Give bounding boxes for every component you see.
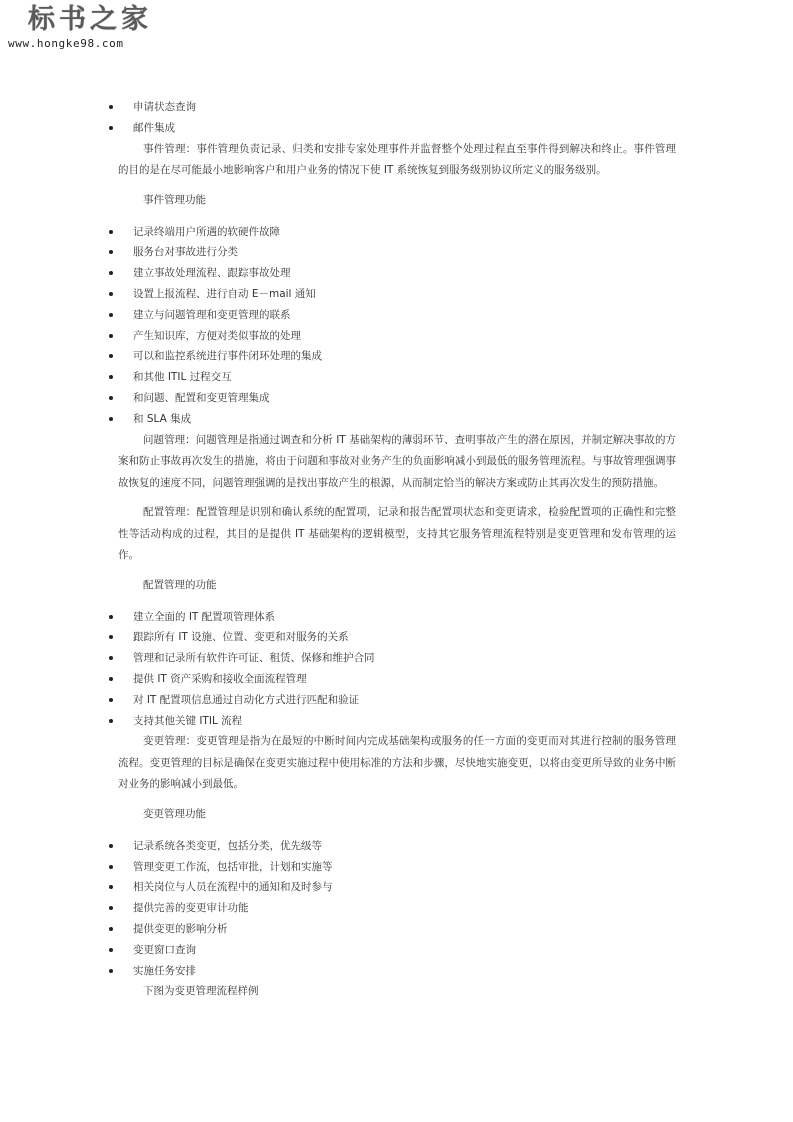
bullet-icon	[109, 927, 113, 931]
document-body	[118, 97, 676, 1002]
list-change-functions	[118, 836, 676, 982]
bullet-icon	[109, 375, 113, 379]
list-item: 提供变更的影响分析	[118, 919, 676, 940]
bullet-icon	[109, 948, 113, 952]
bullet-icon	[109, 656, 113, 660]
bullet-icon	[109, 334, 113, 338]
list-item: 和问题、配置和变更管理集成	[118, 388, 676, 409]
bullet-icon	[109, 635, 113, 639]
heading-config-functions: 配置管理的功能	[143, 578, 217, 591]
bullet-icon	[109, 230, 113, 234]
list-item: 可以和监控系统进行事件闭环处理的集成	[118, 346, 676, 367]
bullet-icon	[109, 105, 113, 109]
bullet-icon	[109, 698, 113, 702]
paragraph-configuration-management: 配置管理：配置管理是识别和确认系统的配置项，记录和报告配置项状态和变更请求，检验配置项的正确性和完整性等活动构成的过程，其目的是提供 IT 基础架构的逻辑模型，支持其它服务管理流程特别是变更管理和发布管理的运作。	[118, 506, 676, 562]
logo-url: www.hongke98.com	[8, 37, 124, 50]
bullet-icon	[109, 354, 113, 358]
list-item: 建立全面的 IT 配置项管理体系	[118, 607, 676, 628]
list-item: 管理变更工作流，包括审批，计划和实施等	[118, 857, 676, 878]
bullet-icon	[109, 292, 113, 296]
site-logo	[8, 4, 152, 51]
bullet-icon	[109, 615, 113, 619]
list-item: 跟踪所有 IT 设施、位置、变更和对服务的关系	[118, 627, 676, 648]
list-item: 和其他 ITIL 过程交互	[118, 367, 676, 388]
list-item: 邮件集成	[118, 118, 676, 139]
list-item: 和 SLA 集成	[118, 409, 676, 430]
paragraph-problem-management: 问题管理：问题管理是指通过调查和分析 IT 基础架构的薄弱环节、查明事故产生的潜在原因，并制定解决事故的方案和防止事故再次发生的措施，将由于问题和事故对业务产生的负面影响减小到最低的服务管理流程。与事故管理强调事故恢复的速度不同，问题管理强调的是找出事故产生的根源，从而制定恰当的解决方案或防止其再次发生的预防措施。	[118, 433, 676, 489]
list-item: 记录终端用户所遇的软硬件故障	[118, 222, 676, 243]
list-item: 提供完善的变更审计功能	[118, 898, 676, 919]
list-item: 申请状态查询	[118, 97, 676, 118]
figure-caption-line: 下图为变更管理流程样例	[143, 985, 259, 998]
logo-title: 标书之家	[28, 4, 152, 35]
list-item: 记录系统各类变更，包括分类，优先级等	[118, 836, 676, 857]
list-item: 相关岗位与人员在流程中的通知和及时参与	[118, 877, 676, 898]
bullet-icon	[109, 396, 113, 400]
list-item: 设置上报流程、进行自动 E－mail 通知	[118, 284, 676, 305]
bullet-icon	[109, 250, 113, 254]
paragraph-event-management: 事件管理：事件管理负责记录、归类和安排专家处理事件并监督整个处理过程直至事件得到解决和终止。事件管理的目的是在尽可能最小地影响客户和用户业务的情况下使 IT 系统恢复到服务级别协议所定义的服务级别。	[118, 142, 676, 177]
list-item: 提供 IT 资产采购和接收全面流程管理	[118, 669, 676, 690]
list-config-functions	[118, 607, 676, 732]
bullet-icon	[109, 906, 113, 910]
list-item: 产生知识库，方便对类似事故的处理	[118, 326, 676, 347]
bullet-icon	[109, 313, 113, 317]
list-item: 变更窗口查询	[118, 940, 676, 961]
bullet-icon	[109, 677, 113, 681]
list-item: 管理和记录所有软件许可证、租赁、保修和维护合同	[118, 648, 676, 669]
list-event-functions	[118, 222, 676, 430]
bullet-icon	[109, 719, 113, 723]
bullet-icon	[109, 417, 113, 421]
bullet-icon	[109, 885, 113, 889]
list-item: 服务台对事故进行分类	[118, 242, 676, 263]
list-item: 实施任务安排	[118, 961, 676, 982]
heading-change-functions: 变更管理功能	[143, 807, 206, 820]
list-item: 支持其他关键 ITIL 流程	[118, 711, 676, 732]
bullet-icon	[109, 969, 113, 973]
list-item: 建立事故处理流程、跟踪事故处理	[118, 263, 676, 284]
list-intro	[118, 97, 676, 139]
bullet-icon	[109, 844, 113, 848]
heading-event-functions: 事件管理功能	[143, 193, 206, 206]
list-item: 对 IT 配置项信息通过自动化方式进行匹配和验证	[118, 690, 676, 711]
list-item: 建立与问题管理和变更管理的联系	[118, 305, 676, 326]
bullet-icon	[109, 865, 113, 869]
bullet-icon	[109, 126, 113, 130]
bullet-icon	[109, 271, 113, 275]
paragraph-change-management: 变更管理：变更管理是指为在最短的中断时间内完成基础架构或服务的任一方面的变更而对其进行控制的服务管理流程。变更管理的目标是确保在变更实施过程中使用标准的方法和步骤，尽快地实施变更，以将由变更所导致的业务中断对业务的影响减小到最低。	[118, 735, 676, 791]
